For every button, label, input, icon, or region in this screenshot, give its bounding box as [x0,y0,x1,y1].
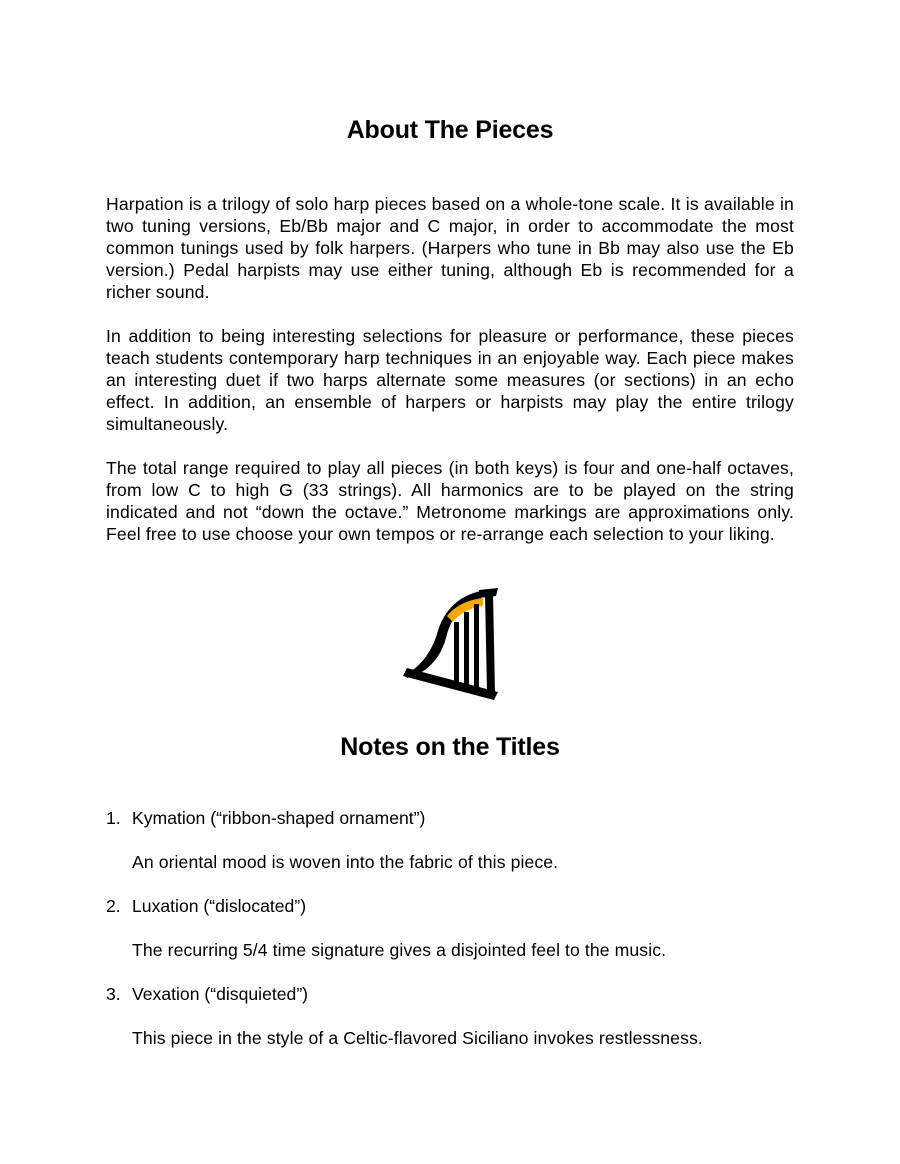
note-number: 3. [106,984,121,1004]
harpation-title: Harpation [106,194,184,214]
note-title-text: Vexation (“disquieted”) [132,984,309,1004]
note-item-description: An oriental mood is woven into the fabric of this piece. [132,852,559,872]
note-item-title [106,895,306,917]
note-number: 1. [106,808,121,828]
harp-string [454,622,459,682]
about-heading: About The Pieces [346,116,554,144]
notes-heading: Notes on the Titles [340,733,560,761]
about-paragraph-2: In addition to being interesting selections for pleasure or performance, these pieces teach students contemporary harp techniques in an enjoyable way. Each piece makes an interesting duet if two harps alternate some measures (or sections) in an echo effect. In addition, an ensemble of harpers or harpists may play the entire trilogy simultaneously. [106,326,794,434]
about-paragraph-3: The total range required to play all pieces (in both keys) is four and one-half octaves, from low C to high G (33 strings). All harmonics are to be played on the string indicated and not “down the octave.” Metronome markings are approximations only. Feel free to use choose your own tempos or re-arrange each selection to your liking. [106,458,794,544]
note-item-description: This piece in the style of a Celtic-flavored Siciliano invokes restlessness. [132,1028,703,1048]
harp-string [474,604,479,688]
note-title-text: Luxation (“dislocated”) [132,896,307,916]
note-item-title [106,983,308,1005]
note-number: 2. [106,896,121,916]
about-paragraph-1-text: is a trilogy of solo harp pieces based on a whole-tone scale. It is available in two tuning versions, Eb/Bb major and C major, in order to accommodate the most common tunings used by folk harpers. (Harpers who tune in Bb may also use the Eb version.) Pedal harpists may use either tuning, although Eb is recommended for a richer sound. [106,194,794,302]
about-paragraph-1 [106,193,794,303]
harp-pillar [485,592,495,694]
note-title-text: Kymation (“ribbon-shaped ornament”) [132,808,426,828]
harp-icon [401,588,499,700]
note-item-title [106,807,425,829]
note-item-description: The recurring 5/4 time signature gives a disjointed feel to the music. [132,940,667,960]
harp-string [464,612,469,685]
